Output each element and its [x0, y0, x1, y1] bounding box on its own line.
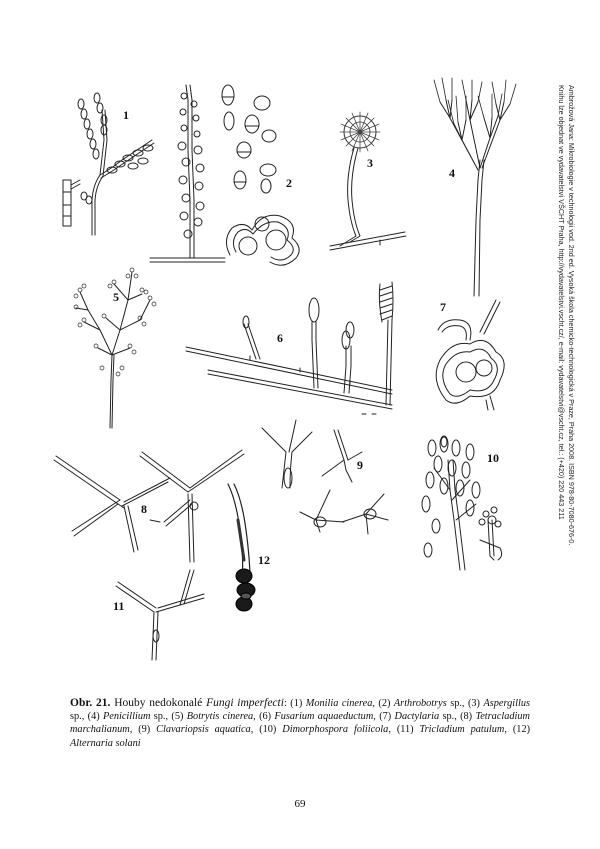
caption-item-number: (8): [460, 711, 476, 723]
hypha-segment-left: [63, 180, 92, 226]
drawing-2-arthrobotrys: [150, 85, 299, 265]
side-note-line-1: Ambrožová Jana: Mikrobiologie v technologii vod. 2nd ed. Vysoká škola chemicko-technologická v Praze, Praha 2008. ISBN 978-80-7080-676-0.: [567, 85, 576, 546]
caption-item-suffix: ,: [388, 724, 397, 736]
caption-item-suffix: ,: [253, 711, 260, 723]
figure-label-3: 3: [367, 156, 373, 170]
caption-item-suffix: sp.,: [70, 711, 88, 723]
caption-species-name: Monilia cinerea: [305, 698, 373, 709]
caption-item-number: (7): [379, 711, 395, 723]
drawing-9-clavariopsis: [262, 420, 388, 534]
caption-species-name: Alternaria solani: [70, 737, 141, 749]
caption-item-number: (6): [259, 711, 275, 723]
figure-label-7: 7: [440, 300, 446, 314]
figure-label-1: 1: [123, 108, 129, 122]
figure-label-6: 6: [277, 331, 283, 345]
drawing-4-penicillium: [434, 78, 516, 296]
drawing-3-aspergillus: [330, 112, 406, 250]
figure-label-2: 2: [286, 176, 292, 190]
spore-tufts: [74, 268, 156, 376]
drawing-7-dactylaria: [436, 300, 504, 410]
caption-item-suffix: ,: [250, 724, 260, 736]
caption-species-name: Botrytis cinerea: [186, 711, 254, 723]
figure-label-12: 12: [258, 553, 270, 567]
caption-species-name: Clavariopsis aquatica: [156, 724, 251, 736]
spore-clusters: [178, 93, 204, 238]
caption-item-suffix: ,: [373, 711, 380, 723]
figure-label-10: 10: [487, 451, 499, 465]
drawing-8-tetracladium: [54, 450, 244, 562]
caption-item-number: (3): [467, 698, 484, 709]
page-number: 69: [294, 798, 306, 810]
copyright-side-note: [557, 85, 576, 605]
caption-species-name: Aspergillus: [483, 698, 530, 709]
drawing-11-tricladium: [116, 570, 204, 660]
caption-species-name: Tetracladium marchalianum: [70, 711, 530, 736]
caption-species-name: Tricladium patulum: [419, 724, 505, 736]
caption-item-number: (9): [138, 724, 157, 736]
caption-figure-number: Obr. 21.: [70, 697, 111, 709]
caption-item-suffix: ,: [504, 724, 513, 736]
caption-item-suffix: ,: [129, 724, 139, 736]
caption-item-suffix: sp.,: [439, 711, 461, 723]
caption-item-number: (12): [512, 724, 531, 736]
conidia-separate: [222, 85, 276, 193]
caption-item-number: (1): [290, 698, 306, 709]
figure-label-9: 9: [357, 458, 363, 472]
caption-species-name: Dactylaria: [394, 711, 440, 723]
caption-species-name: Dimorphospora foliicola: [282, 724, 389, 736]
figure-label-11: 11: [113, 599, 125, 613]
figure-caption: [70, 697, 530, 750]
figure-label-4: 4: [449, 166, 455, 180]
caption-item-number: (4): [87, 711, 103, 723]
caption-species-name: Arthrobotrys: [393, 698, 447, 709]
caption-item-suffix: sp.,: [150, 711, 172, 723]
side-note-line-2: Knihu lze objednat ve vydavatelství VŠCHT Praha, http://vydavatelstvi.vscht.cz/, e-mail: vydavatelstvi@vscht.cz, tel.: (+420) 220 443 211: [557, 85, 567, 520]
figure-label-8: 8: [141, 502, 147, 516]
caption-species-name: Fusarium aquaeductum: [274, 711, 374, 723]
caption-title-latin: Fungi imperfecti: [206, 697, 284, 709]
caption-item-suffix: sp.,: [446, 698, 468, 709]
drawing-1-monilia: [63, 93, 154, 235]
figure-label-5: 5: [113, 290, 119, 304]
caption-item-number: (10): [259, 724, 283, 736]
drawing-6-fusarium: [186, 282, 393, 414]
caption-colon: :: [283, 698, 291, 709]
hyphal-loops: [226, 215, 299, 265]
conidial-head: [340, 112, 380, 152]
caption-title: Houby nedokonalé: [110, 697, 207, 709]
dark-conidia: [236, 569, 255, 611]
drawing-12-alternaria: [228, 484, 255, 611]
caption-item-number: (2): [378, 698, 394, 709]
caption-item-suffix: ,: [372, 698, 379, 709]
caption-species-name: Penicillium: [102, 711, 151, 723]
caption-item-number: (5): [171, 711, 187, 723]
caption-item-number: (11): [396, 724, 420, 736]
